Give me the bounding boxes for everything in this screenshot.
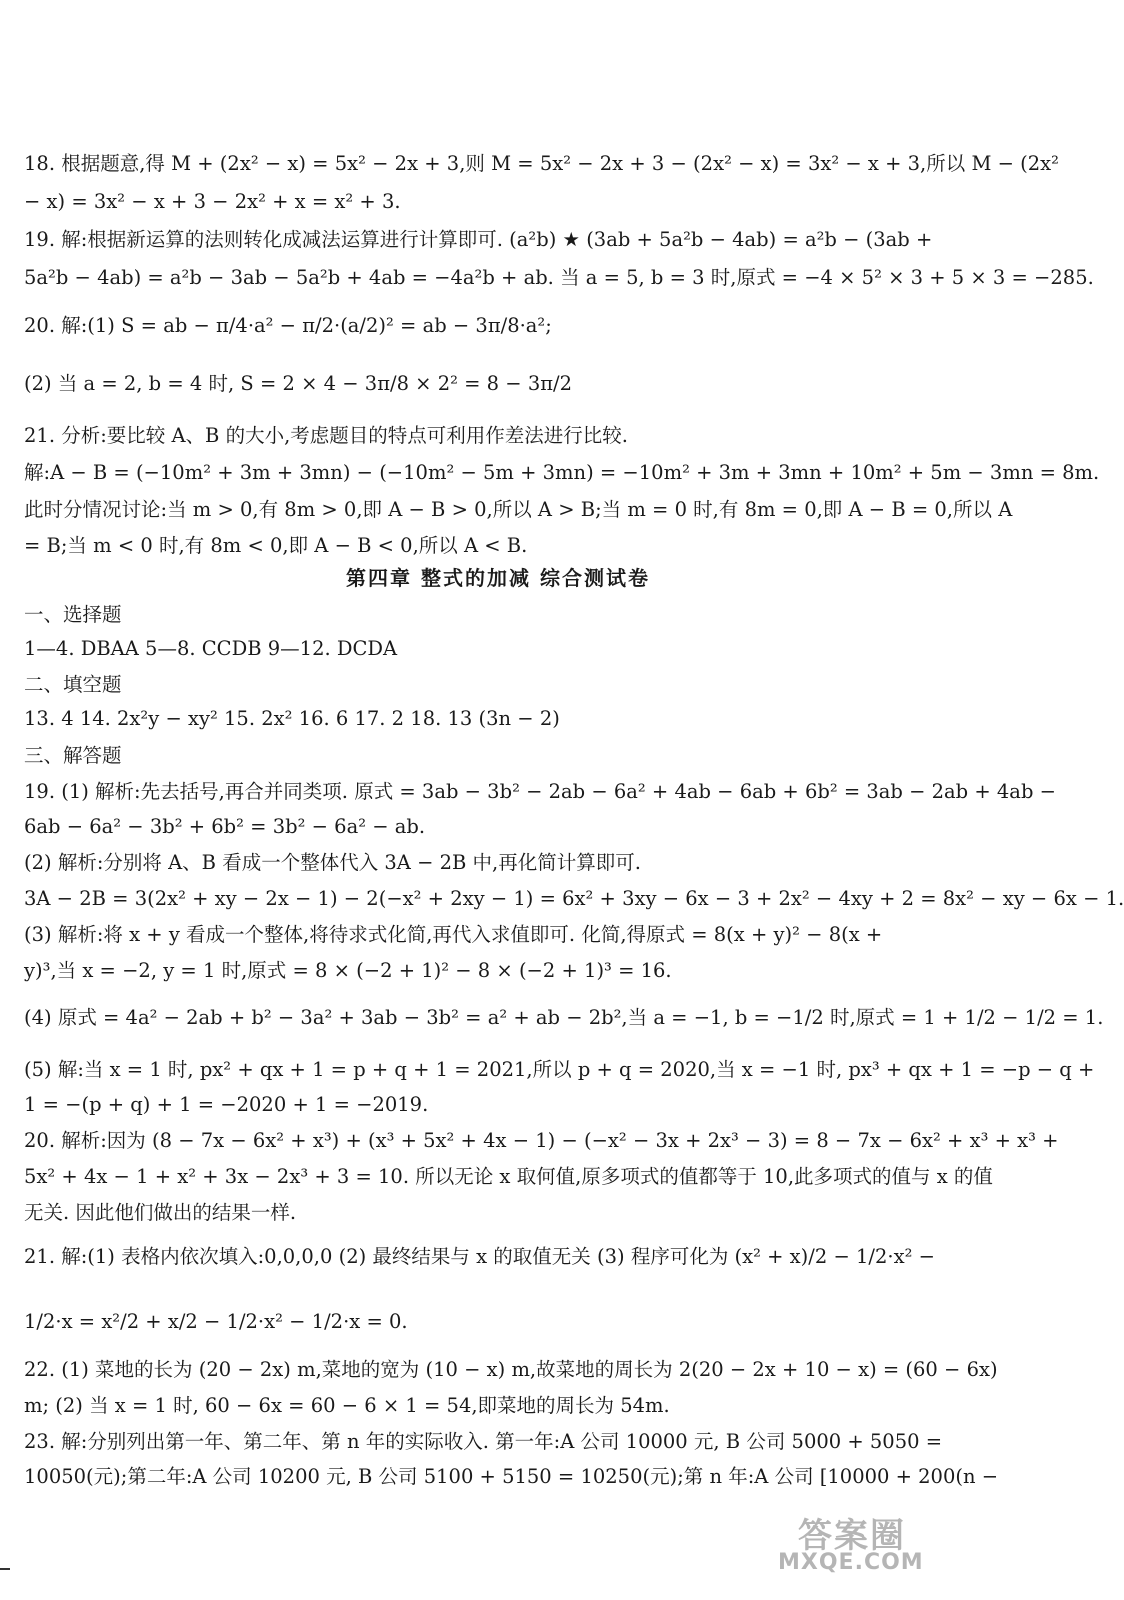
text-line: m; (2) 当 x = 1 时, 60 − 6x = 60 − 6 × 1 = 54,即菜地的周长为 54m.: [24, 1394, 670, 1417]
section-title: 第四章 整式的加减 综合测试卷: [346, 566, 650, 590]
text-line: − x) = 3x² − x + 3 − 2x² + x = x² + 3.: [24, 190, 401, 213]
text-line: 此时分情况讨论:当 m > 0,有 8m > 0,即 A − B > 0,所以 A > B;当 m = 0 时,有 8m = 0,即 A − B = 0,所以 A: [24, 498, 1013, 521]
text-line: 21. 分析:要比较 A、B 的大小,考虑题目的特点可利用作差法进行比较.: [24, 424, 628, 447]
text-line: 21. 解:(1) 表格内依次填入:0,0,0,0 (2) 最终结果与 x 的取值无关 (3) 程序可化为 (x² + x)/2 − 1/2·x² −: [24, 1245, 935, 1268]
watermark-logo: [768, 1508, 968, 1578]
text-line: 19. (1) 解析:先去括号,再合并同类项. 原式 = 3ab − 3b² − 2ab − 6a² + 4ab − 6ab + 6b² = 3ab − 2ab + 4ab −: [24, 780, 1056, 803]
text-line: 二、填空题: [24, 673, 122, 696]
text-line: 13. 4 14. 2x²y − xy² 15. 2x² 16. 6 17. 2 18. 13 (3n − 2): [24, 707, 560, 730]
text-line: = B;当 m < 0 时,有 8m < 0,即 A − B < 0,所以 A < B.: [24, 534, 528, 557]
text-line: 6ab − 6a² − 3b² + 6b² = 3b² − 6a² − ab.: [24, 815, 426, 838]
text-line: (4) 原式 = 4a² − 2ab + b² − 3a² + 3ab − 3b² = a² + ab − 2b²,当 a = −1, b = −1/2 时,原式 = 1 + 1/2 − 1/2 = 1.: [24, 1006, 1104, 1029]
text-line: 3A − 2B = 3(2x² + xy − 2x − 1) − 2(−x² + 2xy − 1) = 6x² + 3xy − 6x − 3 + 2x² − 4xy + 2 = 8x² − xy − 6x − 1.: [24, 887, 1124, 910]
text-line: 1—4. DBAA 5—8. CCDB 9—12. DCDA: [24, 637, 398, 660]
text-line: 19. 解:根据新运算的法则转化成减法运算进行计算即可. (a²b) ★ (3ab + 5a²b − 4ab) = a²b − (3ab +: [24, 228, 933, 251]
text-line: 解:A − B = (−10m² + 3m + 3mn) − (−10m² − 5m + 3mn) = −10m² + 3m + 3mn + 10m² + 5m − 3mn = 8m.: [24, 461, 1100, 484]
text-line: 23. 解:分别列出第一年、第二年、第 n 年的实际收入. 第一年:A 公司 10000 元, B 公司 5000 + 5050 =: [24, 1430, 943, 1453]
text-line: (3) 解析:将 x + y 看成一个整体,将待求式化简,再代入求值即可. 化简,得原式 = 8(x + y)² − 8(x +: [24, 923, 883, 946]
text-line: (2) 解析:分别将 A、B 看成一个整体代入 3A − 2B 中,再化简计算即可.: [24, 851, 641, 874]
text-line: (2) 当 a = 2, b = 4 时, S = 2 × 4 − 3π/8 × 2² = 8 − 3π/2: [24, 372, 573, 395]
text-line: 三、解答题: [24, 744, 122, 767]
margin-mark: [0, 1568, 10, 1570]
text-line: 20. 解:(1) S = ab − π/4·a² − π/2·(a/2)² = ab − 3π/8·a²;: [24, 314, 552, 337]
text-line: 1 = −(p + q) + 1 = −2020 + 1 = −2019.: [24, 1093, 429, 1116]
text-line: 5a²b − 4ab) = a²b − 3ab − 5a²b + 4ab = −4a²b + ab. 当 a = 5, b = 3 时,原式 = −4 × 5² × 3 + 5 × 3 = −285.: [24, 266, 1094, 289]
text-line: (5) 解:当 x = 1 时, px² + qx + 1 = p + q + 1 = 2021,所以 p + q = 2020,当 x = −1 时, px³ + qx + 1 = −p − q +: [24, 1058, 1095, 1081]
text-line: 10050(元);第二年:A 公司 10200 元, B 公司 5100 + 5150 = 10250(元);第 n 年:A 公司 [10000 + 200(n −: [24, 1465, 999, 1488]
watermark-bottom-text: MXQE.COM: [778, 1550, 924, 1575]
text-line: 18. 根据题意,得 M + (2x² − x) = 5x² − 2x + 3,则 M = 5x² − 2x + 3 − (2x² − x) = 3x² − x + 3,所以 M − (2x²: [24, 152, 1059, 175]
text-line: 22. (1) 菜地的长为 (20 − 2x) m,菜地的宽为 (10 − x) m,故菜地的周长为 2(20 − 2x + 10 − x) = (60 − 6x): [24, 1358, 998, 1381]
text-line: 无关. 因此他们做出的结果一样.: [24, 1201, 297, 1224]
text-line: 一、选择题: [24, 603, 122, 626]
text-line: y)³,当 x = −2, y = 1 时,原式 = 8 × (−2 + 1)² − 8 × (−2 + 1)³ = 16.: [24, 959, 672, 982]
text-line: 5x² + 4x − 1 + x² + 3x − 2x³ + 3 = 10. 所以无论 x 取何值,原多项式的值都等于 10,此多项式的值与 x 的值: [24, 1165, 993, 1188]
text-line: 20. 解析:因为 (8 − 7x − 6x² + x³) + (x³ + 5x² + 4x − 1) − (−x² − 3x + 2x³ − 3) = 8 − 7x − 6x² + x³ + x³ +: [24, 1129, 1059, 1152]
watermark-top-text: 答案圈: [798, 1516, 906, 1556]
text-line: 1/2·x = x²/2 + x/2 − 1/2·x² − 1/2·x = 0.: [24, 1310, 408, 1333]
